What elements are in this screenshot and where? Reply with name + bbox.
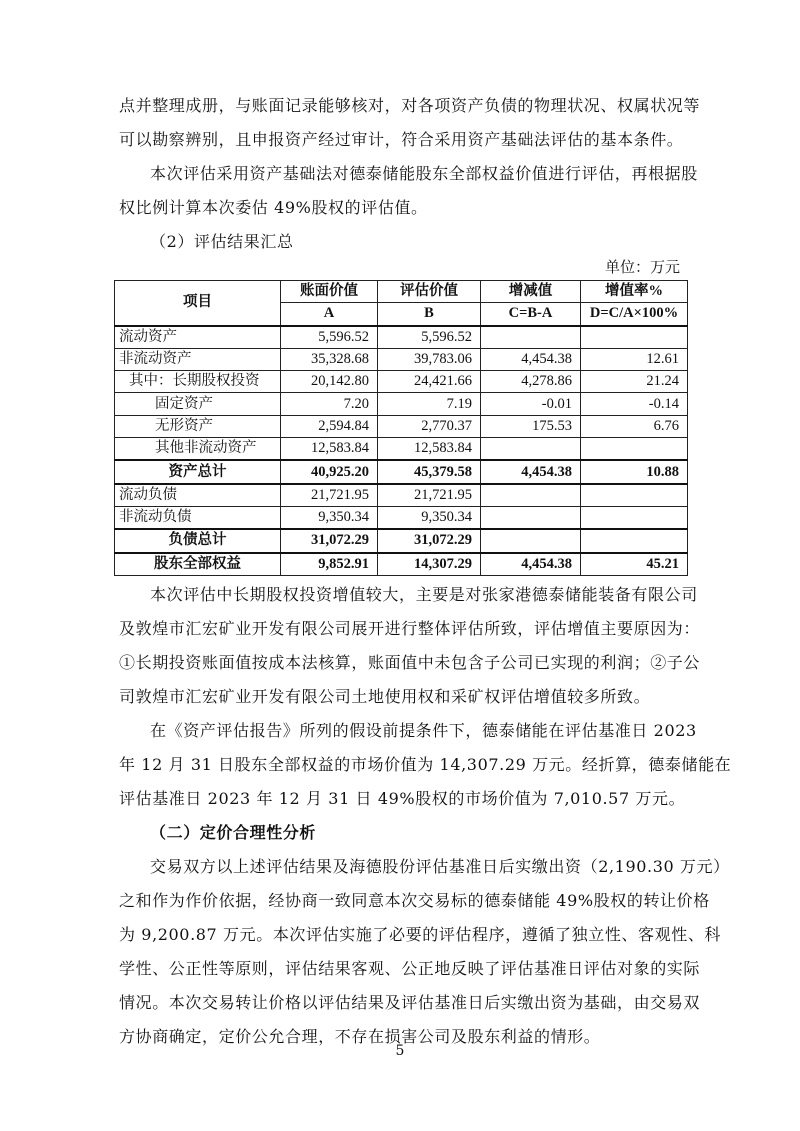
table-row <box>115 484 688 507</box>
row-label: 流动资产 <box>115 326 281 349</box>
cell-appraised: 9,350.34 <box>378 506 481 529</box>
cell-book: 31,072.29 <box>281 529 378 552</box>
cell-appraised: 12,583.84 <box>378 438 481 461</box>
row-label: 非流动负债 <box>115 506 281 529</box>
cell-book: 2,594.84 <box>281 415 378 437</box>
paragraph-line: 本次评估中长期股权投资增值较大，主要是对张家港德泰储能装备有限公司 <box>150 585 698 604</box>
row-label: 股东全部权益 <box>115 553 281 576</box>
cell-change: 4,454.38 <box>481 553 581 576</box>
paragraph-line: 为 9,200.87 万元。本次评估实施了必要的评估程序，遵循了独立性、客观性、科 <box>119 925 722 944</box>
cell-change: -0.01 <box>481 393 581 415</box>
cell-change <box>481 438 581 461</box>
header-item: 项目 <box>115 281 281 326</box>
cell-change: 4,454.38 <box>481 460 581 483</box>
cell-book: 35,328.68 <box>281 348 378 370</box>
cell-rate: 45.21 <box>581 553 688 576</box>
row-label: 负债总计 <box>115 529 281 552</box>
cell-appraised: 45,379.58 <box>378 460 481 483</box>
header-rate: 增值率% <box>581 281 688 303</box>
cell-change <box>481 529 581 552</box>
cell-book: 21,721.95 <box>281 484 378 507</box>
table-row <box>115 415 688 437</box>
section-heading: （二）定价合理性分析 <box>150 823 317 842</box>
paragraph-line: 本次评估采用资产基础法对德泰储能股东全部权益价值进行评估，再根据股 <box>150 164 698 183</box>
table-total-row <box>115 460 688 483</box>
table-total-row <box>115 529 688 552</box>
table-row <box>115 326 688 349</box>
cell-appraised: 14,307.29 <box>378 553 481 576</box>
cell-change: 4,454.38 <box>481 348 581 370</box>
cell-appraised: 5,596.52 <box>378 326 481 349</box>
cell-appraised: 31,072.29 <box>378 529 481 552</box>
page-number: 5 <box>395 1043 405 1059</box>
cell-rate: 10.88 <box>581 460 688 483</box>
section-heading: （2）评估结果汇总 <box>150 232 294 251</box>
header-change: 增减值 <box>481 281 581 303</box>
row-label: 其中：长期股权投资 <box>115 371 281 393</box>
paragraph-line: 情况。本次交易转让价格以评估结果及评估基准日后实缴出资为基础，由交易双 <box>119 993 701 1012</box>
row-label: 其他非流动资产 <box>115 438 281 461</box>
cell-rate: -0.14 <box>581 393 688 415</box>
row-label: 流动负债 <box>115 484 281 507</box>
cell-rate <box>581 326 688 349</box>
cell-change: 4,278.86 <box>481 371 581 393</box>
cell-book: 20,142.80 <box>281 371 378 393</box>
paragraph-line: ①长期投资账面值按成本法核算，账面值中未包含子公司已实现的利润；②子公 <box>119 653 701 672</box>
cell-rate <box>581 506 688 529</box>
cell-rate: 21.24 <box>581 371 688 393</box>
cell-appraised: 21,721.95 <box>378 484 481 507</box>
paragraph-line: 在《资产评估报告》所列的假设前提条件下，德泰储能在评估基准日 2023 <box>150 721 697 740</box>
header-code-a: A <box>281 303 378 326</box>
paragraph-line: 及敦煌市汇宏矿业开发有限公司展开进行整体评估所致，评估增值主要原因为： <box>119 619 701 638</box>
cell-appraised: 39,783.06 <box>378 348 481 370</box>
cell-book: 9,350.34 <box>281 506 378 529</box>
cell-rate: 6.76 <box>581 415 688 437</box>
row-label: 资产总计 <box>115 460 281 483</box>
cell-rate <box>581 529 688 552</box>
cell-change: 175.53 <box>481 415 581 437</box>
cell-appraised: 24,421.66 <box>378 371 481 393</box>
paragraph-line: 权比例计算本次委估 49%股权的评估值。 <box>119 198 428 217</box>
table-row <box>115 438 688 461</box>
table-row <box>115 506 688 529</box>
table-unit-label: 单位：万元 <box>604 258 680 276</box>
cell-appraised: 7.19 <box>378 393 481 415</box>
paragraph-line: 评估基准日 2023 年 12 月 31 日 49%股权的市场价值为 7,010.57 万元。 <box>119 789 686 808</box>
cell-book: 40,925.20 <box>281 460 378 483</box>
row-label: 无形资产 <box>115 415 281 437</box>
table-row <box>115 393 688 415</box>
paragraph-line: 点并整理成册，与账面记录能够核对，对各项资产负债的物理状况、权属状况等 <box>119 96 701 115</box>
cell-rate <box>581 438 688 461</box>
row-label: 非流动资产 <box>115 348 281 370</box>
cell-book: 12,583.84 <box>281 438 378 461</box>
paragraph-line: 方协商确定，定价公允合理，不存在损害公司及股东利益的情形。 <box>119 1027 601 1046</box>
cell-change <box>481 326 581 349</box>
cell-rate: 12.61 <box>581 348 688 370</box>
paragraph-line: 可以勘察辨别，且申报资产经过审计，符合采用资产基础法评估的基本条件。 <box>119 130 684 149</box>
paragraph-line: 之和作为作价依据，经协商一致同意本次交易标的德泰储能 49%股权的转让价格 <box>119 891 710 910</box>
table-row <box>115 371 688 393</box>
cell-change <box>481 506 581 529</box>
table-total-row <box>115 553 688 576</box>
paragraph-line: 年 12 月 31 日股东全部权益的市场价值为 14,307.29 万元。经折算，德泰储能在 <box>119 755 732 774</box>
paragraph-line: 学性、公正性等原则，评估结果客观、公正地反映了评估基准日评估对象的实际 <box>119 959 701 978</box>
header-book-value: 账面价值 <box>281 281 378 303</box>
table-header-row <box>115 281 688 303</box>
cell-book: 5,596.52 <box>281 326 378 349</box>
cell-appraised: 2,770.37 <box>378 415 481 437</box>
header-appraised-value: 评估价值 <box>378 281 481 303</box>
header-code-c: C=B-A <box>481 303 581 326</box>
row-label: 固定资产 <box>115 393 281 415</box>
paragraph-line: 交易双方以上述评估结果及海德股份评估基准日后实缴出资（2,190.30 万元） <box>150 857 730 876</box>
valuation-summary-table <box>114 280 688 576</box>
header-code-d: D=C/A×100% <box>581 303 688 326</box>
cell-rate <box>581 484 688 507</box>
table-row <box>115 348 688 370</box>
header-code-b: B <box>378 303 481 326</box>
paragraph-line: 司敦煌市汇宏矿业开发有限公司土地使用权和采矿权评估增值较多所致。 <box>119 687 651 706</box>
cell-book: 9,852.91 <box>281 553 378 576</box>
cell-book: 7.20 <box>281 393 378 415</box>
cell-change <box>481 484 581 507</box>
